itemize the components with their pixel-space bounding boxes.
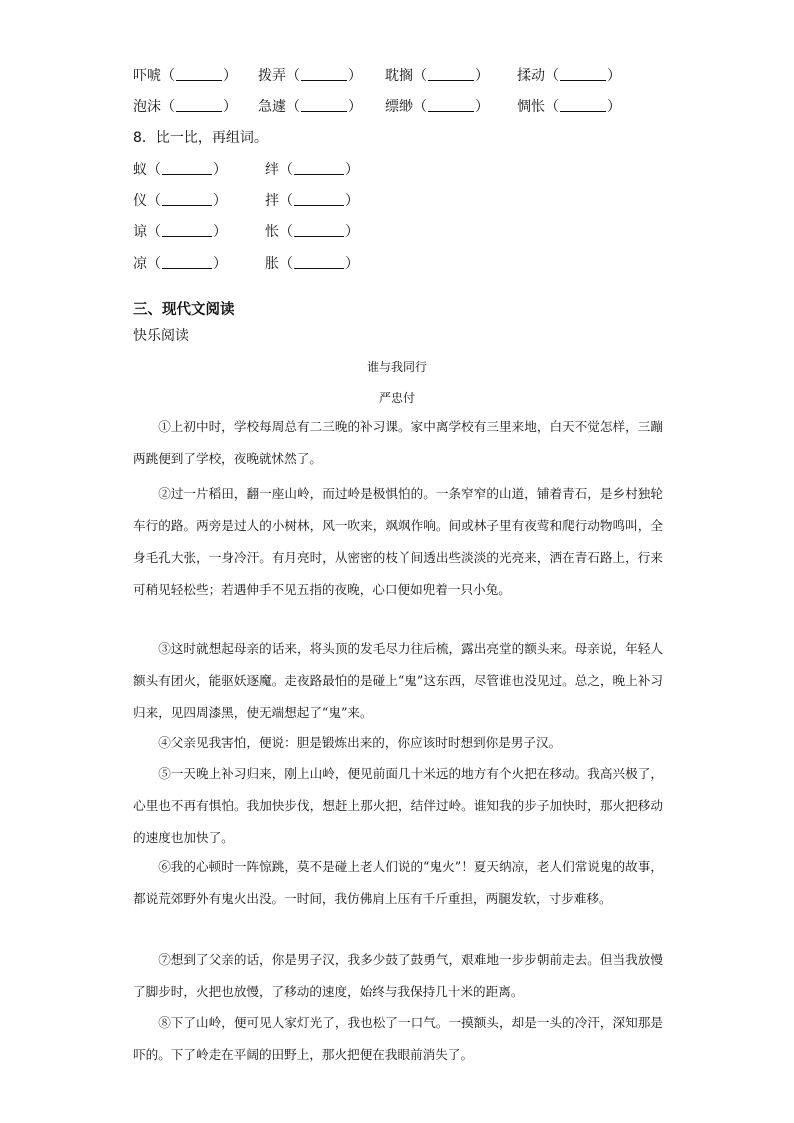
vocab-item: 揉动（ ） <box>517 68 621 84</box>
vocab-item: 急遽（ ） <box>258 99 362 115</box>
article-paragraph-1: ①上初中时，学校每周总有二三晚的补习课。家中离学校有三里来地，白天不觉怎样，三蹦两跳便到了学校，夜晚就怵然了。 <box>133 419 663 466</box>
answer-blank[interactable] <box>294 191 344 206</box>
compare-item: 仪（ ） <box>133 193 227 209</box>
compare-item: 胀（ ） <box>265 256 359 272</box>
compare-item: 拌（ ） <box>265 193 359 209</box>
vocab-item: 拨弄（ ） <box>258 68 362 84</box>
section-heading: 三、现代文阅读 <box>133 302 235 318</box>
answer-blank[interactable] <box>162 222 212 237</box>
compare-item: 怅（ ） <box>265 224 359 240</box>
answer-blank[interactable] <box>162 160 212 175</box>
article-author: 严忠付 <box>378 391 415 405</box>
answer-blank[interactable] <box>162 191 212 206</box>
answer-blank[interactable] <box>428 97 474 112</box>
section-subheading: 快乐阅读 <box>133 328 189 344</box>
vocab-item: 吓唬（ ） <box>133 68 237 84</box>
answer-blank[interactable] <box>294 254 344 269</box>
answer-blank[interactable] <box>162 254 212 269</box>
vocab-item: 泡沫（ ） <box>133 99 237 115</box>
vocab-item: 缥缈（ ） <box>385 99 489 115</box>
compare-item: 凉（ ） <box>133 256 227 272</box>
answer-blank[interactable] <box>560 66 606 81</box>
compare-item: 谅（ ） <box>133 224 227 240</box>
answer-blank[interactable] <box>301 97 347 112</box>
question-8-title: 8．比一比，再组词。 <box>133 130 268 146</box>
article-paragraph-2: ②过一片稻田，翻一座山岭，而过岭是极惧怕的。一条窄窄的山道，铺着青石，是乡村独轮车行的路。两旁是过人的小树林，风一吹来，飒飒作响。间或林子里有夜莺和爬行动物鸣叫，全身毛孔大张，一身冷汗。有月亮时，从密密的枝丫间透出些淡淡的光亮来，洒在青石路上，行来可稍见轻松些；若遇伸手不见五指的夜晚，心口便如兜着一只小兔。 <box>133 486 663 597</box>
article-paragraph-3: ③这时就想起母亲的话来，将头顶的发毛尽力往后梳，露出亮堂的额头来。母亲说，年轻人额头有团火，能驱妖逐魔。走夜路最怕的是碰上“鬼”这东西，尽管谁也没见过。总之，晚上补习归来，见四周漆黑，使无端想起了“鬼”来。 <box>133 641 663 720</box>
article-paragraph-4: ④父亲见我害怕，便说：胆是锻炼出来的，你应该时时想到你是男子汉。 <box>158 735 562 750</box>
vocab-item: 耽搁（ ） <box>385 68 489 84</box>
article-paragraph-5: ⑤一天晚上补习归来，刚上山岭，便见前面几十米远的地方有个火把在移动。我高兴极了，心里也不再有惧怕。我加快步伐，想赶上那火把，结伴过岭。谁知我的步子加快时，那火把移动的速度也加快了。 <box>133 766 663 845</box>
vocab-item: 惆怅（ ） <box>517 99 621 115</box>
compare-item: 绊（ ） <box>265 162 359 178</box>
article-paragraph-7: ⑦想到了父亲的话，你是男子汉，我多少鼓了鼓勇气，艰难地一步步朝前走去。但当我放慢了脚步时，火把也放慢，了移动的速度，始终与我保持几十米的距离。 <box>133 952 663 999</box>
article-paragraph-6: ⑥我的心顿时一阵惊跳，莫不是碰上老人们说的“鬼火”！夏天纳凉，老人们常说鬼的故事，都说荒郊野外有鬼火出没。一时间，我仿佛肩上压有千斤重担，两腿发软，寸步难移。 <box>133 859 663 906</box>
answer-blank[interactable] <box>294 160 344 175</box>
answer-blank[interactable] <box>428 66 474 81</box>
answer-blank[interactable] <box>560 97 606 112</box>
answer-blank[interactable] <box>294 222 344 237</box>
answer-blank[interactable] <box>176 66 222 81</box>
article-title: 谁与我同行 <box>366 360 427 374</box>
compare-item: 蚁（ ） <box>133 162 227 178</box>
answer-blank[interactable] <box>176 97 222 112</box>
article-paragraph-8: ⑧下了山岭，便可见人家灯光了，我也松了一口气。一摸额头，却是一头的冷汗，深知那是吓的。下了岭走在平阔的田野上，那火把便在我眼前消失了。 <box>133 1015 663 1062</box>
answer-blank[interactable] <box>301 66 347 81</box>
